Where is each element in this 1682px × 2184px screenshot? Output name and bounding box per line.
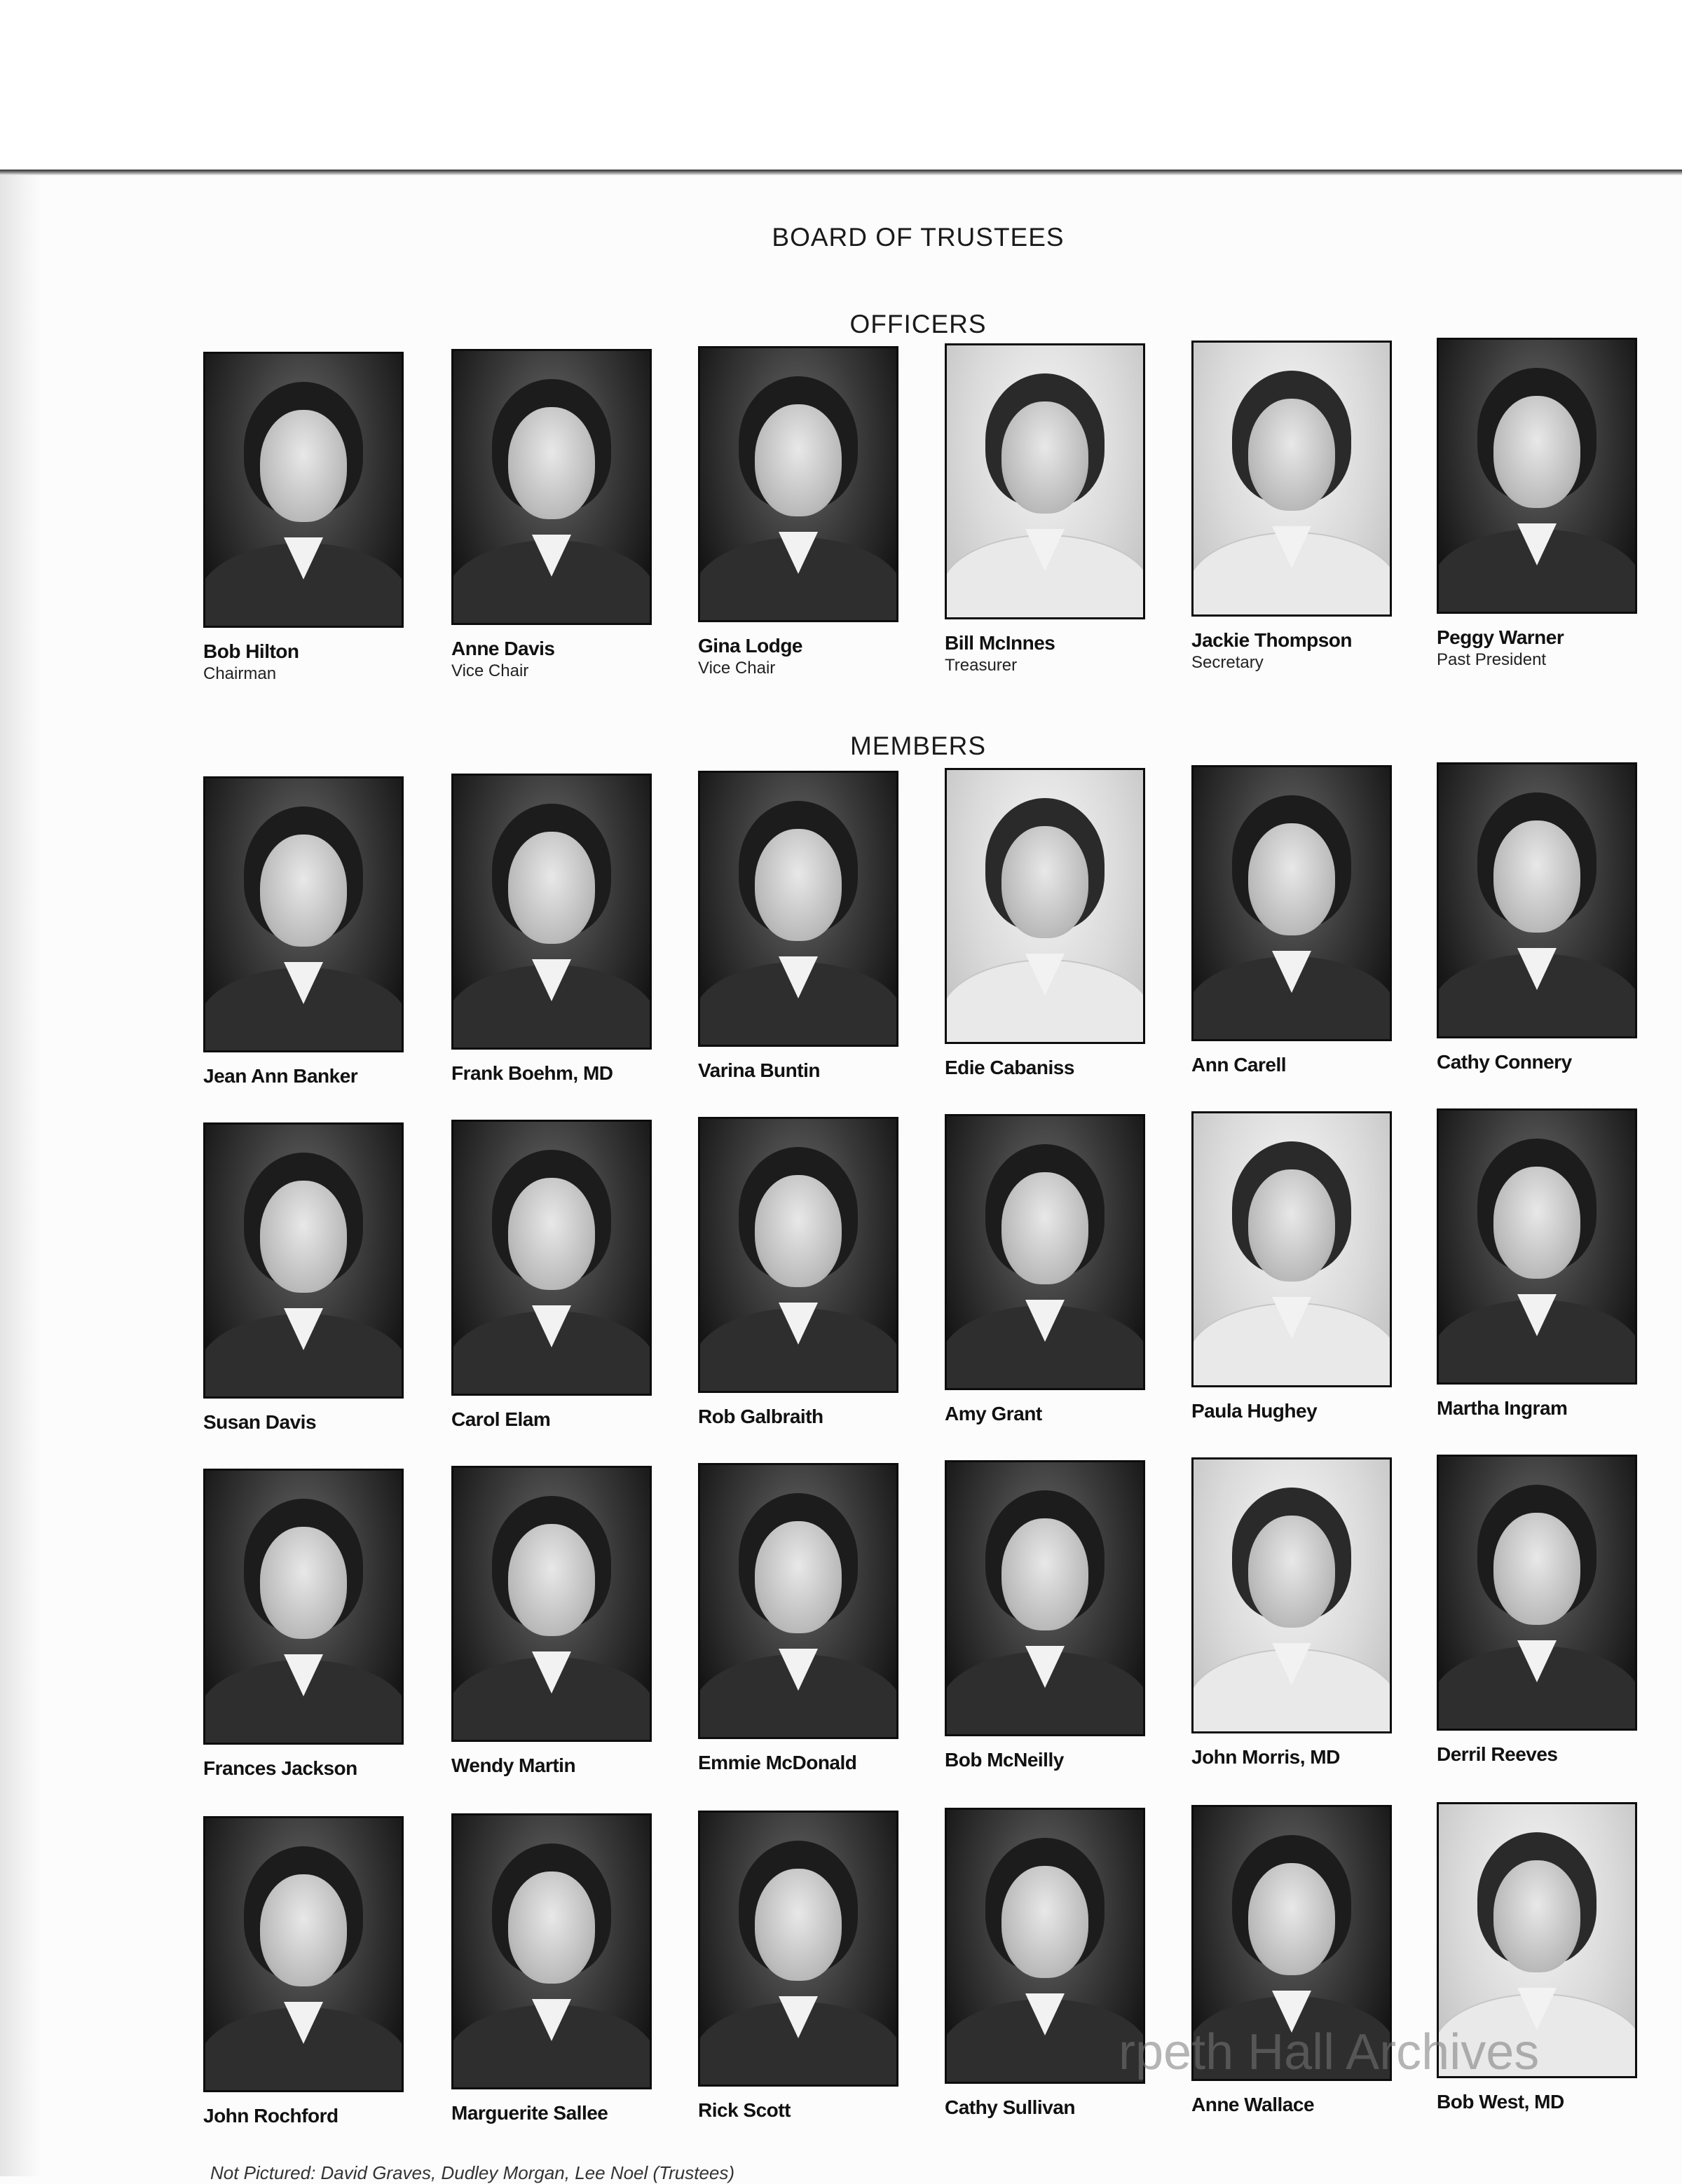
portrait-face [1493,1860,1580,1972]
portrait-photo [1191,1111,1392,1387]
portrait-face [1493,1167,1580,1279]
portrait-photo [698,346,898,622]
portrait-face [1248,1169,1335,1282]
officer-card [203,352,406,684]
portrait-photo [1437,338,1637,614]
member-name: Frank Boehm, MD [451,1062,613,1084]
portrait-photo [698,1811,898,2087]
portrait-face [1493,396,1580,508]
member-name: Cathy Sullivan [945,2096,1075,2118]
portrait-face [755,829,842,941]
member-name: John Morris, MD [1191,1746,1340,1768]
portrait-photo [203,352,404,628]
officer-role: Treasurer [945,656,1018,675]
member-name: Wendy Martin [451,1754,576,1776]
member-name: Edie Cabaniss [945,1057,1074,1078]
portrait-photo [945,1114,1145,1390]
portrait-face [260,1181,347,1293]
officers-heading: OFFICERS [849,310,987,338]
member-name: Carol Elam [451,1408,551,1430]
portrait-photo [203,1469,404,1745]
portrait-face [508,1178,595,1290]
member-card [945,1114,1148,1425]
member-name: Rick Scott [698,2099,791,2121]
portrait-face [1248,1516,1335,1628]
portrait-face [1001,401,1088,514]
member-name: Rob Galbraith [698,1406,823,1427]
portrait-photo [945,1460,1145,1736]
portrait-face [1248,399,1335,511]
portrait-photo [203,1122,404,1399]
member-card [1191,765,1395,1076]
portrait-photo [698,1463,898,1739]
member-card [203,1122,406,1434]
portrait-photo [203,776,404,1052]
portrait-photo [945,1808,1145,2084]
top-margin [0,0,1682,170]
portrait-face [755,1175,842,1287]
portrait-photo [1437,1455,1637,1731]
member-card [451,1813,655,2124]
member-name: Bob West, MD [1437,2091,1564,2113]
member-name: John Rochford [203,2105,339,2127]
portrait-face [755,1869,842,1981]
officer-role: Chairman [203,664,277,683]
officer-name: Bill McInnes [945,632,1055,654]
portrait-face [755,1521,842,1633]
member-name: Paula Hughey [1191,1400,1318,1422]
officer-role: Past President [1437,650,1547,669]
portrait-face [1493,820,1580,933]
officer-name: Gina Lodge [698,635,802,657]
portrait-face [1001,1866,1088,1978]
member-card [203,1469,406,1780]
member-card [945,1808,1148,2119]
portrait-face [508,1524,595,1636]
member-name: Frances Jackson [203,1757,357,1779]
portrait-face [260,1874,347,1986]
portrait-face [1493,1513,1580,1625]
portrait-photo [945,343,1145,619]
page-title: BOARD OF TRUSTEES [772,223,1065,252]
officer-name: Anne Davis [451,638,555,659]
binding-shadow [0,175,42,2176]
officer-name: Jackie Thompson [1191,629,1353,651]
member-card [1437,762,1640,1073]
member-card [1437,1108,1640,1420]
portrait-photo [1191,765,1392,1041]
portrait-photo [451,1813,652,2089]
member-name: Jean Ann Banker [203,1065,358,1087]
portrait-face [755,404,842,516]
member-card [698,771,901,1082]
portrait-photo [698,771,898,1047]
page-edge [0,170,1682,175]
portrait-face [1001,1172,1088,1284]
member-name: Amy Grant [945,1403,1042,1424]
member-name: Emmie McDonald [698,1752,857,1773]
members-heading: MEMBERS [849,732,987,760]
officer-card [1437,338,1640,670]
portrait-face [1248,823,1335,935]
member-card [945,1460,1148,1771]
officer-card [451,349,655,681]
member-name: Varina Buntin [698,1059,820,1081]
portrait-face [508,407,595,519]
portrait-photo [1191,341,1392,617]
member-name: Derril Reeves [1437,1743,1558,1765]
member-card [203,1816,406,2127]
portrait-photo [451,1466,652,1742]
member-name: Anne Wallace [1191,2094,1315,2115]
not-pictured-note: Not Pictured: David Graves, Dudley Morgan, Lee Noel (Trustees) [210,2162,735,2183]
portrait-photo [451,774,652,1050]
member-card [203,776,406,1087]
officer-card [1191,341,1395,673]
member-name: Ann Carell [1191,1054,1287,1076]
officer-role: Secretary [1191,653,1264,672]
member-name: Cathy Connery [1437,1051,1572,1073]
portrait-photo [945,768,1145,1044]
officer-card [698,346,901,678]
portrait-photo [1437,1108,1637,1385]
portrait-face [508,832,595,944]
portrait-face [1248,1863,1335,1975]
member-card [451,1120,655,1431]
portrait-photo [698,1117,898,1393]
member-name: Martha Ingram [1437,1397,1568,1419]
member-card [1191,1457,1395,1769]
member-card [1191,1111,1395,1422]
member-name: Susan Davis [203,1411,317,1433]
portrait-face [1001,1518,1088,1630]
officer-role: Vice Chair [698,659,776,678]
portrait-face [1001,826,1088,938]
portrait-photo [203,1816,404,2092]
portrait-face [260,1527,347,1639]
member-name: Marguerite Sallee [451,2102,608,2124]
portrait-photo [1191,1457,1392,1733]
member-card [451,774,655,1085]
member-card [698,1811,901,2122]
portrait-face [260,835,347,947]
portrait-face [508,1871,595,1984]
member-card [698,1117,901,1428]
member-card [945,768,1148,1079]
member-card [698,1463,901,1774]
portrait-photo [1437,762,1637,1038]
member-card [1437,1455,1640,1766]
portrait-photo [451,1120,652,1396]
member-card [451,1466,655,1777]
officer-card [945,343,1148,675]
officer-role: Vice Chair [451,661,529,680]
officer-name: Bob Hilton [203,640,299,662]
portrait-photo [451,349,652,625]
member-name: Bob McNeilly [945,1749,1064,1771]
archive-watermark: rpeth Hall Archives [1119,2024,1540,2080]
officer-name: Peggy Warner [1437,626,1564,648]
portrait-face [260,410,347,522]
